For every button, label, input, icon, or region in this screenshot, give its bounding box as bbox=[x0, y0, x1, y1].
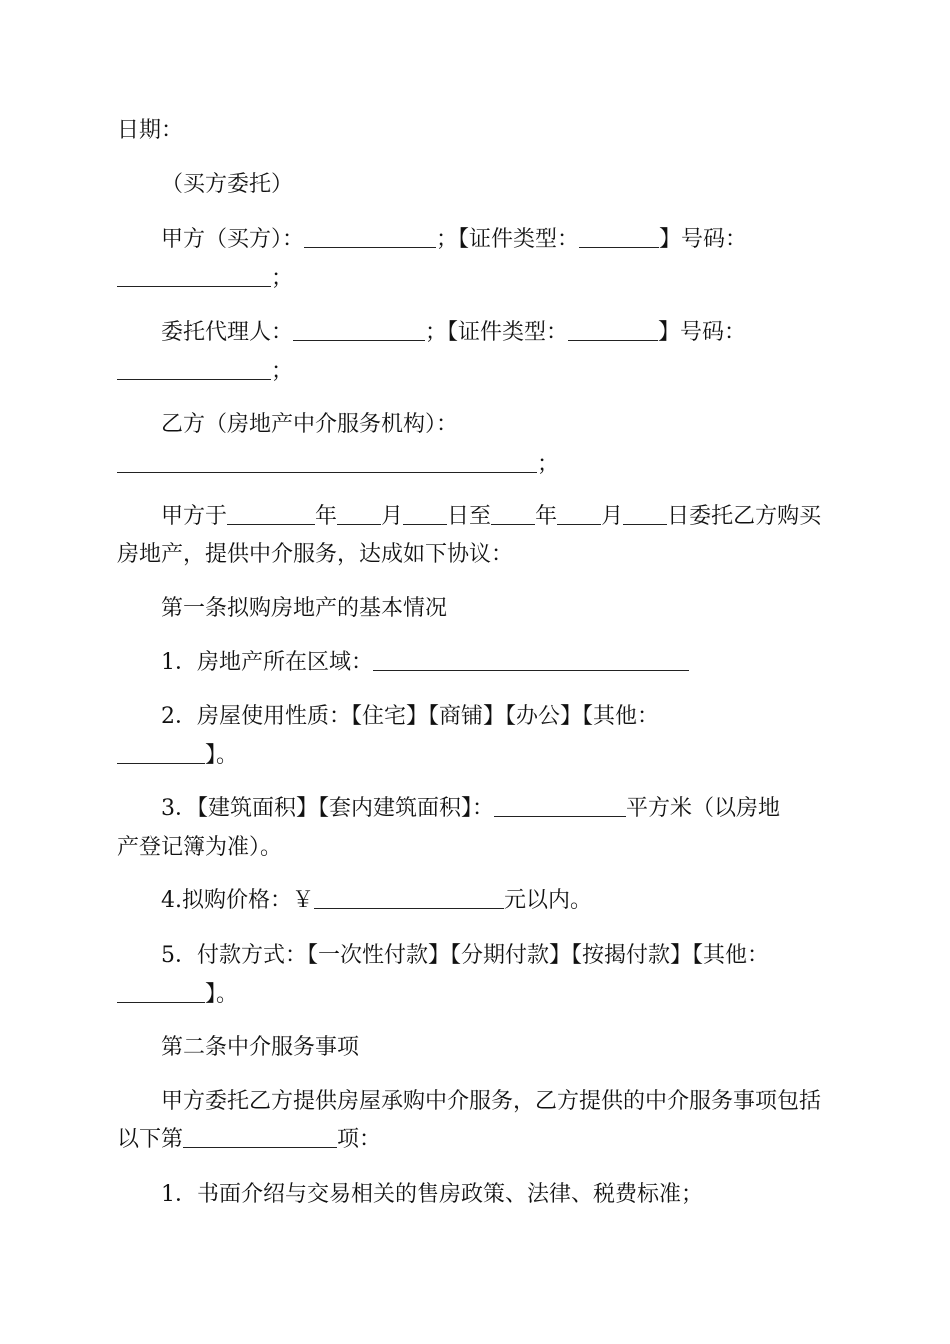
month-label: 月 bbox=[601, 504, 624, 529]
end-month-blank[interactable] bbox=[557, 502, 601, 525]
service-items-blank[interactable] bbox=[183, 1125, 337, 1148]
payment-other-blank[interactable] bbox=[117, 980, 205, 1003]
year-label: 年 bbox=[535, 504, 558, 529]
art1-item-3 bbox=[161, 794, 780, 824]
term-text: 甲方于 bbox=[161, 504, 228, 529]
price-blank[interactable] bbox=[314, 886, 504, 909]
art1-item-2: 2．房屋使用性质：【住宅】【商铺】【办公】【其他： bbox=[161, 704, 659, 729]
party-b-name-blank[interactable] bbox=[117, 450, 537, 473]
agent-id-type-blank[interactable] bbox=[568, 318, 658, 341]
usage-other-blank[interactable] bbox=[117, 741, 205, 764]
party-b-line: 乙方（房地产中介服务机构）： bbox=[161, 412, 459, 437]
month-label: 月 bbox=[381, 504, 404, 529]
party-a-id-type-blank[interactable] bbox=[579, 225, 659, 248]
date-label: 日期： bbox=[117, 118, 184, 143]
region-blank[interactable] bbox=[373, 648, 689, 671]
id-type-label: 【证件类型： bbox=[458, 227, 580, 252]
bracket-end: 】。 bbox=[205, 743, 239, 768]
art1-item-5: 5．付款方式：【一次性付款】【分期付款】【按揭付款】【其他： bbox=[161, 943, 769, 968]
art1-item-5-cont bbox=[117, 980, 238, 1010]
year-label: 年 bbox=[315, 504, 338, 529]
bracket-end: 】。 bbox=[205, 982, 239, 1007]
party-a-number-line bbox=[117, 264, 293, 294]
line-end: ； bbox=[271, 266, 294, 291]
article-1-title: 第一条拟购房地产的基本情况 bbox=[161, 596, 448, 621]
date-line bbox=[117, 116, 183, 146]
art2-item-1: 1．书面介绍与交易相关的售房政策、法律、税费标准； bbox=[161, 1182, 703, 1207]
id-type-label: 【证件类型： bbox=[447, 320, 569, 345]
agent-name-blank[interactable] bbox=[293, 318, 425, 341]
art2-intro-cont bbox=[117, 1125, 381, 1155]
term-tail: 日委托乙方购买 bbox=[667, 504, 822, 529]
party-a-label: 甲方（买方）： bbox=[161, 227, 305, 252]
art1-item-3-cont: 产登记簿为准）。 bbox=[117, 835, 283, 860]
separator: ； bbox=[425, 320, 448, 345]
end-day-blank[interactable] bbox=[623, 502, 667, 525]
line-end: ； bbox=[271, 359, 294, 384]
item-label: 4.拟购价格：￥ bbox=[161, 888, 314, 913]
agent-number-line bbox=[117, 357, 293, 387]
area-unit: 平方米（以房地 bbox=[626, 796, 781, 821]
art1-item-2-cont bbox=[117, 741, 238, 771]
art2-intro: 甲方委托乙方提供房屋承购中介服务，乙方提供的中介服务事项包括 bbox=[161, 1089, 822, 1114]
term-line-2: 房地产，提供中介服务，达成如下协议： bbox=[117, 542, 514, 567]
day-to-label: 日至 bbox=[447, 504, 492, 529]
end-year-blank[interactable] bbox=[491, 502, 535, 525]
agent-id-number-blank[interactable] bbox=[117, 357, 271, 380]
id-number-label: 】号码： bbox=[658, 320, 747, 345]
party-a-id-number-blank[interactable] bbox=[117, 264, 271, 287]
area-blank[interactable] bbox=[494, 794, 626, 817]
start-month-blank[interactable] bbox=[337, 502, 381, 525]
start-day-blank[interactable] bbox=[403, 502, 447, 525]
subtitle: （买方委托） bbox=[161, 172, 294, 197]
item-label: 1．房地产所在区域： bbox=[161, 650, 373, 675]
art1-item-4 bbox=[161, 886, 592, 916]
intro-tail: 项： bbox=[337, 1127, 382, 1152]
party-a-line bbox=[161, 225, 747, 255]
art1-item-1 bbox=[161, 648, 689, 678]
term-line bbox=[161, 502, 821, 532]
article-2-title: 第二条中介服务事项 bbox=[161, 1035, 360, 1060]
start-year-blank[interactable] bbox=[227, 502, 315, 525]
party-b-blank-line bbox=[117, 450, 559, 480]
line-end: ； bbox=[537, 452, 560, 477]
agent-label: 委托代理人： bbox=[161, 320, 294, 345]
agent-line bbox=[161, 318, 746, 348]
item-label: 3．【建筑面积】【套内建筑面积】： bbox=[161, 796, 494, 821]
party-a-name-blank[interactable] bbox=[304, 225, 436, 248]
intro-text: 以下第 bbox=[117, 1127, 184, 1152]
separator: ； bbox=[436, 227, 459, 252]
price-unit: 元以内。 bbox=[504, 888, 593, 913]
id-number-label: 】号码： bbox=[659, 227, 748, 252]
